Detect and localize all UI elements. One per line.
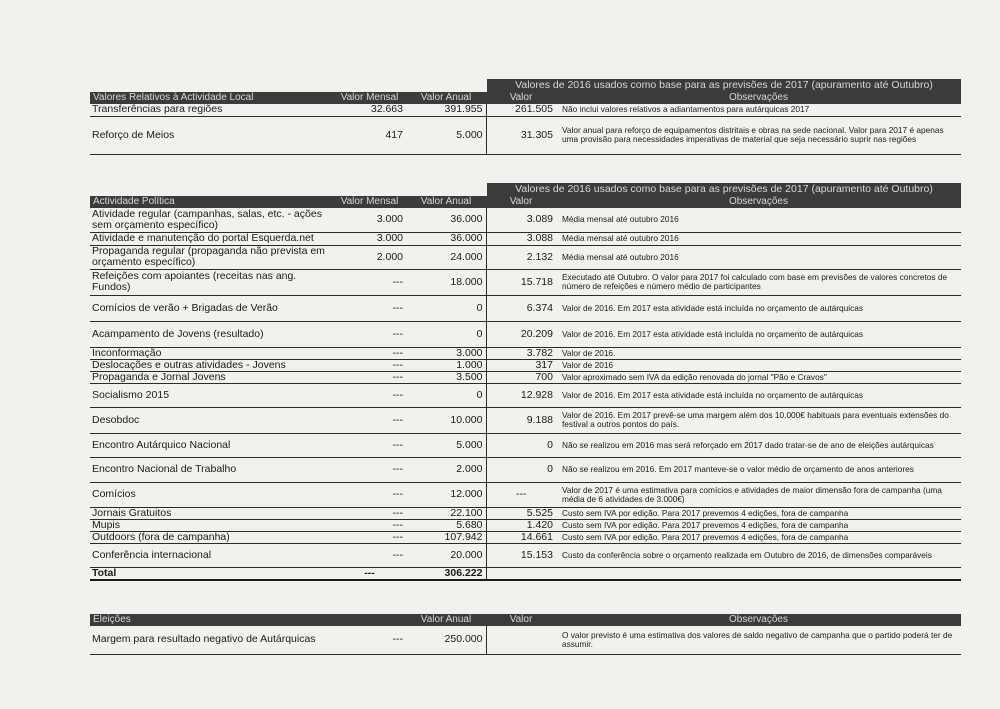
row-annual: 391.955 [406, 104, 486, 116]
table-row [90, 531, 961, 543]
total-value [486, 567, 556, 580]
table-row [90, 359, 961, 371]
row-value: 3.088 [486, 232, 556, 245]
row-obs: Valor de 2016. Em 2017 prevê-se uma margem além dos 10.000€ habituais para eventuais extensões do festival a outros pontos do país. [556, 407, 961, 433]
table-row [90, 519, 961, 531]
row-label: Conferência internacional [90, 543, 333, 567]
table-row [90, 104, 961, 116]
row-annual: 5.680 [406, 519, 486, 531]
row-obs: O valor previsto é uma estimativa dos valores de saldo negativo de campanha que o partido poderá ter de assumir. [556, 626, 961, 654]
row-monthly: --- [333, 626, 406, 654]
row-annual: 3.000 [406, 347, 486, 359]
row-obs: Média mensal até outubro 2016 [556, 245, 961, 269]
row-obs: Executado até Outubro. O valor para 2017 foi calculado com base em previsões de valores concretos de número de refeições e número médio de participantes [556, 269, 961, 295]
politica-header-row [90, 196, 961, 208]
row-obs: Valor anual para reforço de equipamentos distritais e obras na sede nacional. Valor para 2017 é apenas uma provisão para necessidades imperativas de material que seja necessário suprir nas regiões [556, 116, 961, 154]
local-title: Valores Relativos à Actividade Local [90, 92, 333, 104]
row-obs: Valor de 2016. [556, 347, 961, 359]
header-annual: Valor Anual [406, 614, 486, 626]
row-label: Socialismo 2015 [90, 383, 333, 407]
header-obs: Observações [556, 92, 961, 104]
row-label: Encontro Nacional de Trabalho [90, 457, 333, 482]
row-label: Transferências para regiões [90, 104, 333, 116]
row-obs: Custo sem IVA por edição. Para 2017 prevemos 4 edições, fora de campanha [556, 507, 961, 519]
row-monthly: --- [333, 519, 406, 531]
table-row [90, 482, 961, 507]
row-obs: Não se realizou em 2016 mas será reforçado em 2017 dado tratar-se de ano de eleições autárquicas [556, 433, 961, 457]
row-monthly: --- [333, 543, 406, 567]
row-obs: Custo sem IVA por edição. Para 2017 prevemos 4 edições, fora de campanha [556, 519, 961, 531]
row-label: Jornais Gratuitos [90, 507, 333, 519]
row-value: 15.153 [486, 543, 556, 567]
total-annual: 306.222 [406, 567, 486, 580]
eleicoes-table [90, 614, 961, 655]
row-value: 14.661 [486, 531, 556, 543]
row-annual: 0 [406, 295, 486, 321]
table-row [90, 245, 961, 269]
row-value: --- [486, 482, 556, 507]
row-value: 6.374 [486, 295, 556, 321]
table-row [90, 507, 961, 519]
row-monthly: --- [333, 359, 406, 371]
row-label: Desobdoc [90, 407, 333, 433]
row-value: 15.718 [486, 269, 556, 295]
row-value [486, 626, 556, 654]
row-monthly: --- [333, 407, 406, 433]
row-label: Atividade e manutenção do portal Esquerda.net [90, 232, 333, 245]
row-monthly: --- [333, 507, 406, 519]
table-row [90, 116, 961, 154]
row-annual: 36.000 [406, 208, 486, 232]
table-row [90, 295, 961, 321]
row-obs: Valor de 2016. Em 2017 esta atividade está incluída no orçamento de autárquicas [556, 295, 961, 321]
row-value: 9.188 [486, 407, 556, 433]
row-monthly: --- [333, 321, 406, 347]
row-label: Deslocações e outras atividades - Jovens [90, 359, 333, 371]
row-obs: Valor de 2016. Em 2017 esta atividade está incluída no orçamento de autárquicas [556, 383, 961, 407]
politica-title: Actividade Política [90, 196, 333, 208]
row-monthly: --- [333, 531, 406, 543]
row-value: 12.928 [486, 383, 556, 407]
row-annual: 36.000 [406, 232, 486, 245]
local-table [90, 92, 961, 155]
row-monthly: 3.000 [333, 208, 406, 232]
table-row [90, 269, 961, 295]
table-row [90, 232, 961, 245]
row-obs: Custo sem IVA por edição. Para 2017 prevemos 4 edições, fora de campanha [556, 531, 961, 543]
row-label: Acampamento de Jovens (resultado) [90, 321, 333, 347]
row-label: Refeições com apoiantes (receitas nas ang. Fundos) [90, 269, 333, 295]
row-monthly: --- [333, 482, 406, 507]
row-value: 700 [486, 371, 556, 383]
row-label: Outdoors (fora de campanha) [90, 531, 333, 543]
table-row [90, 626, 961, 654]
row-monthly: 32.663 [333, 104, 406, 116]
table-row [90, 347, 961, 359]
row-annual: 18.000 [406, 269, 486, 295]
row-monthly: --- [333, 371, 406, 383]
header-annual: Valor Anual [406, 92, 486, 104]
row-label: Comícios de verão + Brigadas de Verão [90, 295, 333, 321]
row-obs: Não se realizou em 2016. Em 2017 manteve-se o valor médio de orçamento de anos anteriores [556, 457, 961, 482]
row-annual: 20.000 [406, 543, 486, 567]
row-value: 3.782 [486, 347, 556, 359]
table-row [90, 371, 961, 383]
total-monthly: --- [333, 567, 406, 580]
row-obs: Valor de 2017 é uma estimativa para comícios e atividades de maior dimensão fora de campanha (uma média de 6 atividades de 3.000€) [556, 482, 961, 507]
row-monthly: --- [333, 383, 406, 407]
table-row [90, 407, 961, 433]
row-label: Propaganda e Jornal Jovens [90, 371, 333, 383]
table-row [90, 433, 961, 457]
table-row [90, 321, 961, 347]
eleicoes-title: Eleições [90, 614, 333, 626]
row-annual: 0 [406, 383, 486, 407]
row-monthly: --- [333, 457, 406, 482]
row-annual: 0 [406, 321, 486, 347]
row-monthly: --- [333, 295, 406, 321]
row-annual: 250.000 [406, 626, 486, 654]
row-value: 317 [486, 359, 556, 371]
row-value: 2.132 [486, 245, 556, 269]
row-annual: 10.000 [406, 407, 486, 433]
header-obs: Observações [556, 614, 961, 626]
total-row [90, 567, 961, 580]
row-value: 0 [486, 457, 556, 482]
header-monthly: Valor Mensal [333, 92, 406, 104]
row-annual: 3.500 [406, 371, 486, 383]
table-row [90, 543, 961, 567]
row-annual: 5.000 [406, 116, 486, 154]
row-label: Margem para resultado negativo de Autárquicas [90, 626, 333, 654]
row-obs: Valor de 2016 [556, 359, 961, 371]
politica-top-header: Valores de 2016 usados como base para as previsões de 2017 (apuramento até Outubro) [487, 183, 961, 196]
row-label: Reforço de Meios [90, 116, 333, 154]
row-obs: Não inclui valores relativos a adiantamentos para autárquicas 2017 [556, 104, 961, 116]
header-value: Valor [486, 196, 556, 208]
row-value: 1.420 [486, 519, 556, 531]
eleicoes-header-row [90, 614, 961, 626]
row-obs: Custo da conferência sobre o orçamento realizada em Outubro de 2016, de dimensões comparáveis [556, 543, 961, 567]
total-label: Total [90, 567, 333, 580]
row-label: Encontro Autárquico Nacional [90, 433, 333, 457]
total-obs [556, 567, 961, 580]
table-row [90, 457, 961, 482]
row-obs: Valor aproximado sem IVA da edição renovada do jornal "Pão e Cravos" [556, 371, 961, 383]
row-annual: 24.000 [406, 245, 486, 269]
row-monthly: --- [333, 269, 406, 295]
row-label: Propaganda regular (propaganda não prevista em orçamento específico) [90, 245, 333, 269]
local-top-header: Valores de 2016 usados como base para as previsões de 2017 (apuramento até Outubro) [487, 79, 961, 92]
row-value: 0 [486, 433, 556, 457]
row-monthly: 2.000 [333, 245, 406, 269]
row-monthly: 417 [333, 116, 406, 154]
row-label: Comícios [90, 482, 333, 507]
header-value: Valor [486, 92, 556, 104]
row-annual: 107.942 [406, 531, 486, 543]
row-annual: 2.000 [406, 457, 486, 482]
header-annual: Valor Anual [406, 196, 486, 208]
row-monthly: --- [333, 433, 406, 457]
row-value: 261.505 [486, 104, 556, 116]
row-annual: 1.000 [406, 359, 486, 371]
row-label: Mupis [90, 519, 333, 531]
row-obs: Média mensal até outubro 2016 [556, 232, 961, 245]
row-annual: 5.000 [406, 433, 486, 457]
row-obs: Valor de 2016. Em 2017 esta atividade está incluída no orçamento de autárquicas [556, 321, 961, 347]
header-value: Valor [486, 614, 556, 626]
row-value: 3.089 [486, 208, 556, 232]
row-monthly: --- [333, 347, 406, 359]
header-obs: Observações [556, 196, 961, 208]
local-header-row [90, 92, 961, 104]
row-value: 20.209 [486, 321, 556, 347]
row-obs: Média mensal até outubro 2016 [556, 208, 961, 232]
row-label: Atividade regular (campanhas, salas, etc. - ações sem orçamento específico) [90, 208, 333, 232]
table-row [90, 208, 961, 232]
row-annual: 22.100 [406, 507, 486, 519]
row-value: 5.525 [486, 507, 556, 519]
header-monthly: Valor Mensal [333, 196, 406, 208]
row-label: Inconformação [90, 347, 333, 359]
header-monthly-empty [333, 614, 406, 626]
row-annual: 12.000 [406, 482, 486, 507]
politica-table [90, 196, 961, 581]
row-value: 31.305 [486, 116, 556, 154]
row-monthly: 3.000 [333, 232, 406, 245]
table-row [90, 383, 961, 407]
